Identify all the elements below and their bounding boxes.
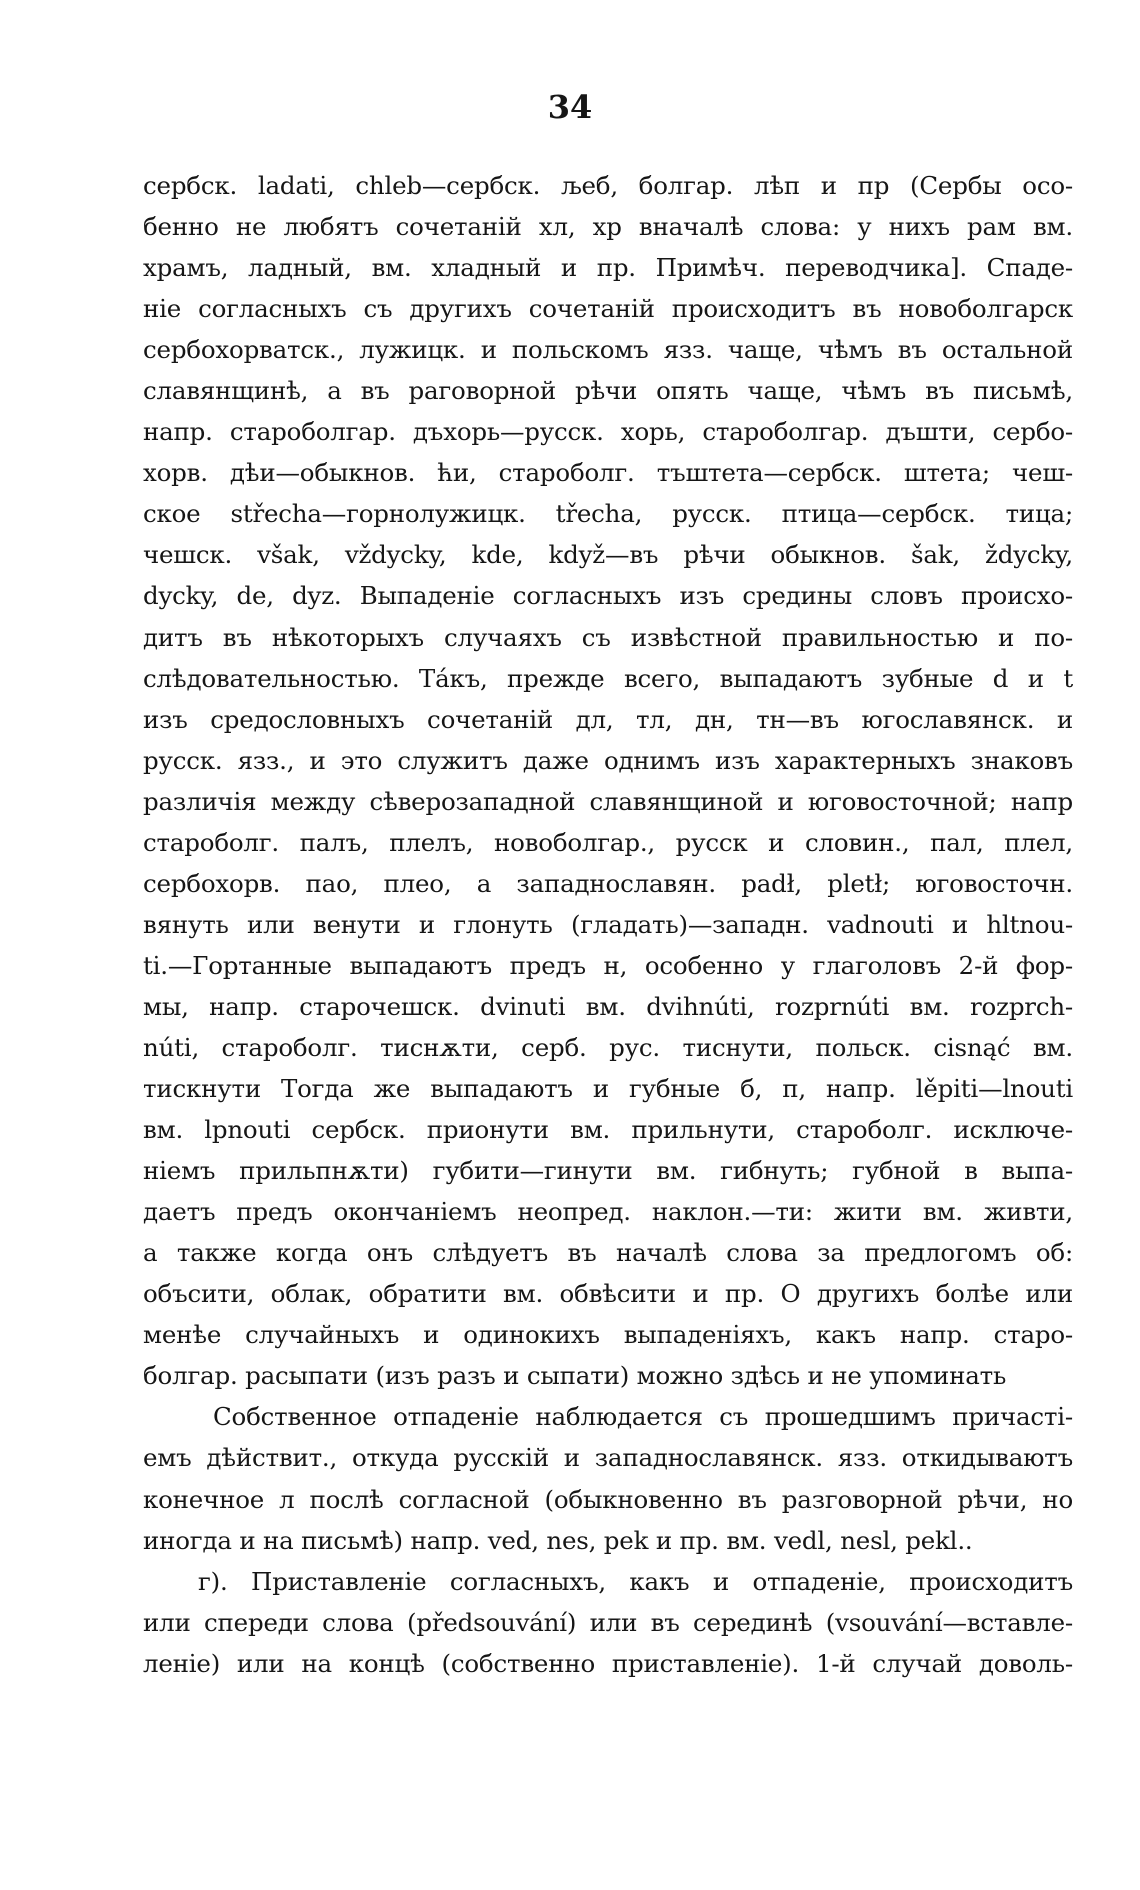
text-line: объсити, облак, обратити вм. обвѣсити и пр. О другихъ болѣе или [143,1279,1073,1309]
text-line: слѣдовательностью. Та́къ, прежде всего, выпадаютъ зубные d и t [143,663,1073,693]
text-line: славянщинѣ, а въ раговорной рѣчи опять чаще, чѣмъ въ письмѣ, [143,376,1073,406]
text-line: напр. староболгар. дъхорь—русск. хорь, староболгар. дъшти, сербо- [143,417,1073,447]
text-line: сербохорв. пао, плео, а западнославян. padł, pletł; юговосточн. [143,868,1073,898]
text-line: дитъ въ нѣкоторыхъ случаяхъ съ извѣстной правильностью и по- [143,622,1073,652]
text-line: леніе) или на концѣ (собственно приставленіе). 1-й случай доволь- [143,1648,1073,1678]
body-text [143,165,1073,1684]
text-line: сербск. ladati, chleb—сербск. љеб, болгар. лѣп и пр (Сербы осо- [143,171,1073,200]
text-line: тискнути Тогда же выпадаютъ и губные б, п, напр. lěpiti—lnouti [143,1074,1073,1104]
text-line: хорв. дѣи—обыкнов. ћи, староболг. тъштета—сербск. штета; чеш- [143,458,1073,488]
text-line: Собственное отпаденіе наблюдается съ прошедшимъ причасті- [213,1402,1073,1432]
text-line: конечное л послѣ согласной (обыкновенно въ разговорной рѣчи, но [143,1484,1073,1514]
text-line: чешск. však, vždycky, kde, když—въ рѣчи обыкнов. šak, ždycky, [143,540,1073,570]
text-line: ніемъ прильпнѫти) губити—гинути вм. гибнуть; губной в выпа- [143,1156,1073,1186]
text-line: менѣе случайныхъ и одинокихъ выпаденіяхъ, какъ напр. старо- [143,1320,1073,1350]
text-line: иногда и на письмѣ) напр. ved, nes, pek и пр. вм. vedl, nesl, pekl.. [143,1525,973,1555]
text-line: dycky, de, dyz. Выпаденіе согласныхъ изъ средины словъ происхо- [143,581,1073,611]
text-line: núti, староболг. тиснѫти, серб. рус. тиснути, польск. cisnąć вм. [143,1032,1073,1062]
text-line: бенно не любятъ сочетаній хл, хр вначалѣ слова: у нихъ рам вм. [143,212,1073,242]
text-line: ское střecha—горнолужицк. třecha, русск. птица—сербск. тица; [143,499,1073,529]
text-line: русск. язз., и это служитъ даже однимъ изъ характерныхъ знаковъ [143,745,1073,775]
text-line: даетъ предъ окончаніемъ неопред. наклон.—ти: жити вм. живти, [143,1197,1073,1227]
text-line: изъ средословныхъ сочетаній дл, тл, дн, тн—въ югославянск. и [143,704,1073,734]
text-line: ti.—Гортанные выпадаютъ предъ н, особенно у глаголовъ 2-й фор- [143,950,1073,980]
text-line: ніе согласныхъ съ другихъ сочетаній происходитъ въ новоболгарск [143,294,1073,324]
text-line: или спереди слова (předsouvání) или въ серединѣ (vsouvání—вставле- [143,1607,1073,1637]
text-line: сербохорватск., лужицк. и польскомъ язз. чаще, чѣмъ въ остальной [143,335,1073,365]
text-line: г). Приставленіе согласныхъ, какъ и отпаденіе, происходитъ [198,1566,1073,1596]
text-line: а также когда онъ слѣдуетъ въ началѣ слова за предлогомъ об: [143,1238,1073,1268]
text-line: вм. lpnouti сербск. прионути вм. прильнути, староболг. исключе- [143,1115,1073,1145]
text-line: староболг. палъ, плелъ, новоболгар., русск и словин., пал, плел, [143,827,1073,857]
text-line: болгар. расыпати (изъ разъ и сыпати) можно здѣсь и не упоминать [143,1361,1007,1391]
text-line: емъ дѣйствит., откуда русскій и западнославянск. язз. откидываютъ [143,1443,1073,1473]
text-line: храмъ, ладный, вм. хладный и пр. Примѣч. переводчика]. Спаде- [143,253,1073,283]
page-number: 34 [547,88,593,126]
text-line: мы, напр. старочешск. dvinuti вм. dvihnúti, rozprnúti вм. rozprch- [143,991,1073,1021]
text-line: вянуть или венути и глонуть (гладать)—западн. vadnouti и hltnou- [143,909,1073,939]
text-line: различія между сѣверозападной славянщиной и юговосточной; напр [143,786,1073,816]
